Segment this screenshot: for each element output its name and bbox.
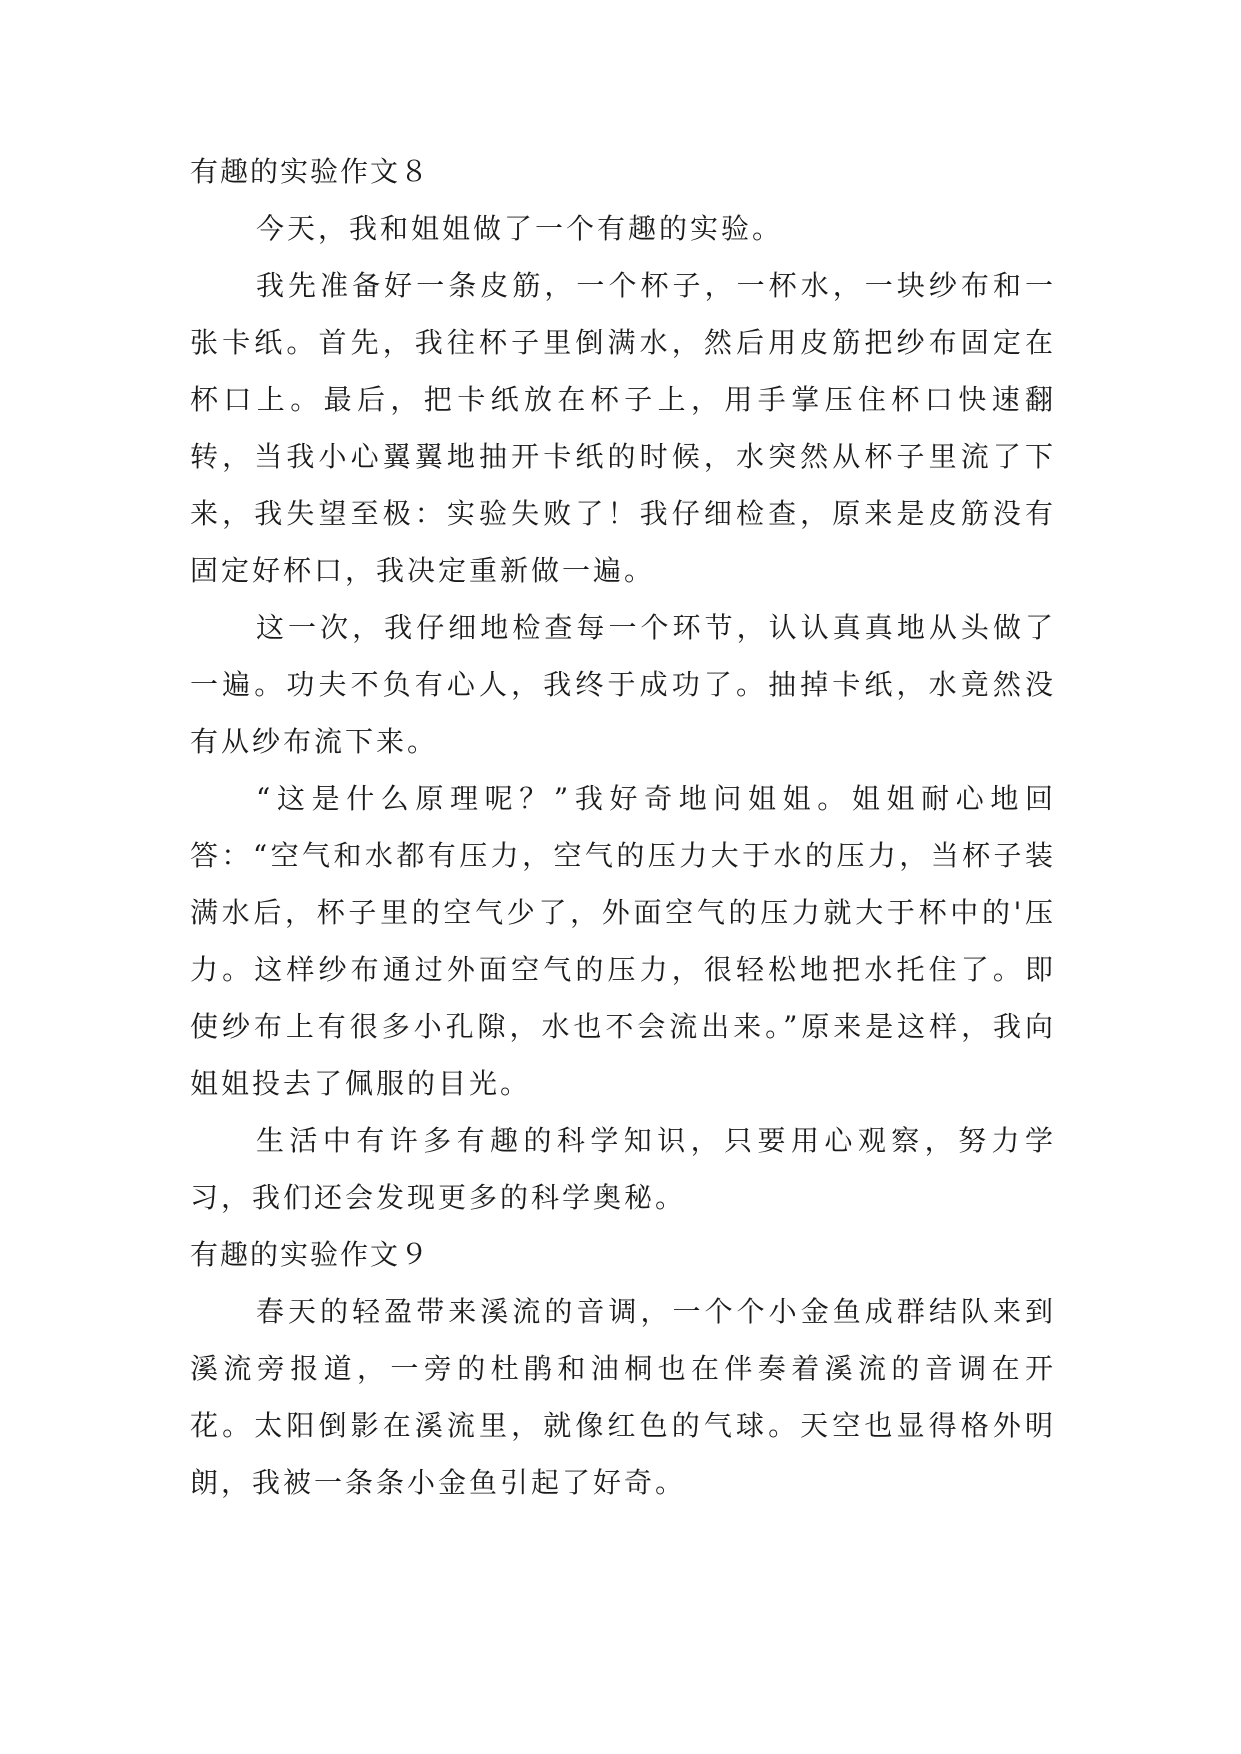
- section-title: 有趣的实验作文８: [190, 155, 431, 188]
- essay-section-9: [190, 1226, 1056, 1511]
- paragraph: 春天的轻盈带来溪流的音调，一个个小金鱼成群结队来到溪流旁报道，一旁的杜鹃和油桐也在伴奏着溪流的音调在开花。太阳倒影在溪流里，就像红色的气球。天空也显得格外明朗，我被一条条小金鱼引起了好奇。: [190, 1295, 1056, 1499]
- paragraph: 这一次，我仔细地检查每一个环节，认认真真地从头做了一遍。功夫不负有心人，我终于成功了。抽掉卡纸，水竟然没有从纱布流下来。: [190, 611, 1056, 758]
- section-title: 有趣的实验作文９: [190, 1238, 431, 1271]
- paragraph: 今天，我和姐姐做了一个有趣的实验。: [256, 212, 784, 245]
- paragraph: “这是什么原理呢？”我好奇地问姐姐。姐姐耐心地回答：“空气和水都有压力，空气的压力大于水的压力，当杯子装满水后，杯子里的空气少了，外面空气的压力就大于杯中的'压力。这样纱布通过外面空气的压力，很轻松地把水托住了。即使纱布上有很多小孔隙，水也不会流出来。”原来是这样，我向姐姐投去了佩服的目光。: [190, 782, 1056, 1100]
- essay-section-8: [190, 143, 1056, 1226]
- document-body: [190, 143, 1056, 1511]
- paragraph: 生活中有许多有趣的科学知识，只要用心观察，努力学习，我们还会发现更多的科学奥秘。: [190, 1124, 1056, 1214]
- paragraph: 我先准备好一条皮筋，一个杯子，一杯水，一块纱布和一张卡纸。首先，我往杯子里倒满水，然后用皮筋把纱布固定在杯口上。最后，把卡纸放在杯子上，用手掌压住杯口快速翻转，当我小心翼翼地抽开卡纸的时候，水突然从杯子里流了下来，我失望至极：实验失败了！我仔细检查，原来是皮筋没有固定好杯口，我决定重新做一遍。: [190, 269, 1056, 587]
